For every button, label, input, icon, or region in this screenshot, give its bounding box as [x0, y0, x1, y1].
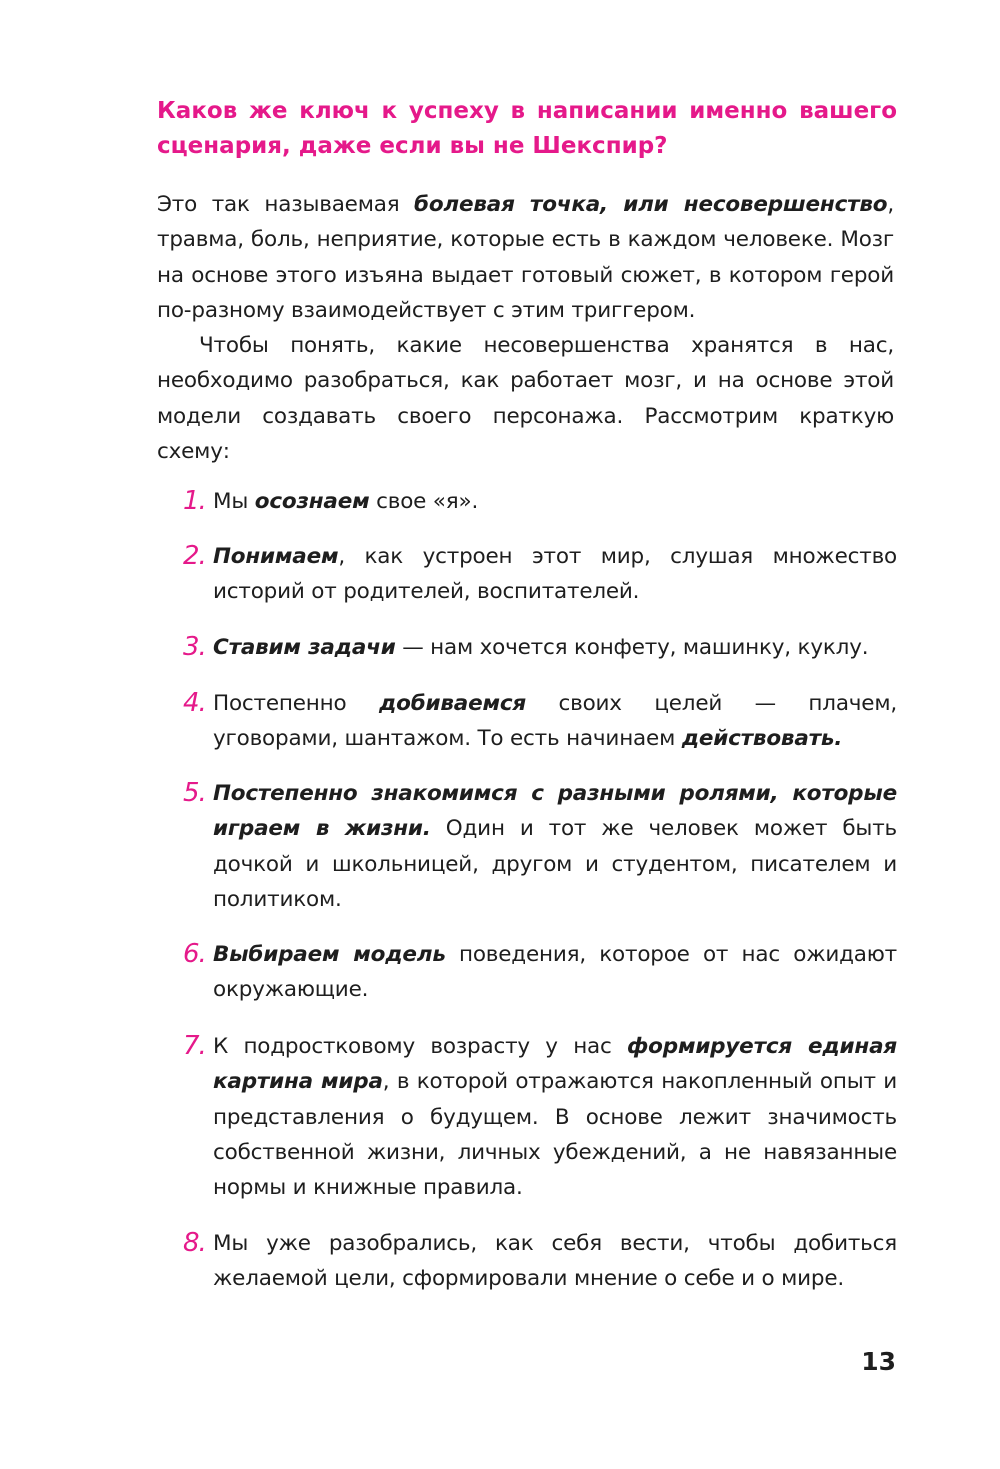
- list-number: 8.: [183, 1228, 206, 1258]
- text-run: поведения, которое от нас ожидают окружающие.: [213, 942, 898, 1003]
- emphasis-text: осознаем: [254, 489, 370, 514]
- text-run: Один и тот же человек может быть дочкой и школьницей, другом и студентом, писателем и политиком.: [213, 816, 898, 912]
- intro-paragraph-2: Чтобы понять, какие несовершенства хранятся в нас, необходимо разобраться, как работает мозг, и на основе этой модели создавать своего персонажа. Рассмотрим краткую схему:: [157, 333, 894, 465]
- emphasis-text: формируется единая картина мира: [213, 1034, 897, 1095]
- list-number: 1.: [183, 486, 206, 516]
- list-item-text: [213, 686, 897, 757]
- intro-text: [157, 187, 894, 469]
- emphasis-text: болевая точка, или несовершенство: [414, 192, 888, 217]
- text-run: , в которой отражаются накопленный опыт и представления о будущем. В основе лежит значимость собственной жизни, личных убеждений, а не навязанные нормы и книжные правила.: [213, 1069, 897, 1201]
- list-number: 5.: [183, 778, 206, 808]
- text-run: — нам хочется конфету, машинку, куклу.: [395, 635, 869, 660]
- emphasis-text: добиваемся: [378, 691, 526, 716]
- page-number: 13: [861, 1347, 896, 1376]
- section-heading: Каков же ключ к успеху в написании именно вашего сценария, даже если вы не Шекспир?: [157, 98, 897, 159]
- list-number: 2.: [183, 541, 206, 571]
- list-item-8: [183, 1226, 897, 1297]
- list-item-text: [213, 776, 897, 917]
- emphasis-text: Постепенно знакомимся с разными ролями, которые играем в жизни.: [213, 781, 897, 842]
- list-item-text: [213, 937, 897, 1008]
- text-run: своих целей — плачем, уговорами, шантажом. То есть начинаем: [213, 691, 897, 752]
- text-run: свое «я».: [369, 489, 479, 514]
- list-item-1: [183, 484, 897, 519]
- list-item-5: [183, 776, 897, 917]
- list-number: 3.: [183, 632, 206, 662]
- emphasis-text: Понимаем: [213, 544, 339, 569]
- list-item-text: [213, 539, 897, 610]
- list-item-3: [183, 630, 897, 665]
- text-run: , травма, боль, неприятие, которые есть в каждом человеке. Мозг на основе этого изъяна выдает готовый сюжет, в котором герой по-разному взаимодействует с этим триггером.: [157, 192, 895, 323]
- emphasis-text: Выбираем модель: [213, 942, 446, 967]
- list-item-text: [213, 484, 897, 519]
- text-run: , как устроен этот мир, слушая множество историй от родителей, воспитателей.: [213, 544, 897, 605]
- list-item-7: [183, 1029, 897, 1205]
- list-item-4: [183, 686, 897, 757]
- list-number: 4.: [183, 688, 206, 718]
- list-item-text: [213, 630, 897, 665]
- list-number: 7.: [183, 1031, 206, 1061]
- list-item-text: [213, 1029, 897, 1205]
- emphasis-text: действовать.: [681, 726, 843, 752]
- list-item-text: Мы уже разобрались, как себя вести, чтобы добиться желаемой цели, сформировали мнение о себе и о мире.: [213, 1231, 897, 1292]
- text-run: Мы: [213, 489, 255, 514]
- list-item-6: [183, 937, 897, 1008]
- text-run: К подростковому возрасту у нас: [213, 1034, 628, 1059]
- text-run: Постепенно: [213, 691, 379, 716]
- text-run: Это так называемая: [157, 192, 415, 217]
- emphasis-text: Ставим задачи: [213, 635, 396, 660]
- list-item-2: [183, 539, 897, 610]
- list-number: 6.: [183, 939, 206, 969]
- intro-paragraph-1: [157, 187, 894, 328]
